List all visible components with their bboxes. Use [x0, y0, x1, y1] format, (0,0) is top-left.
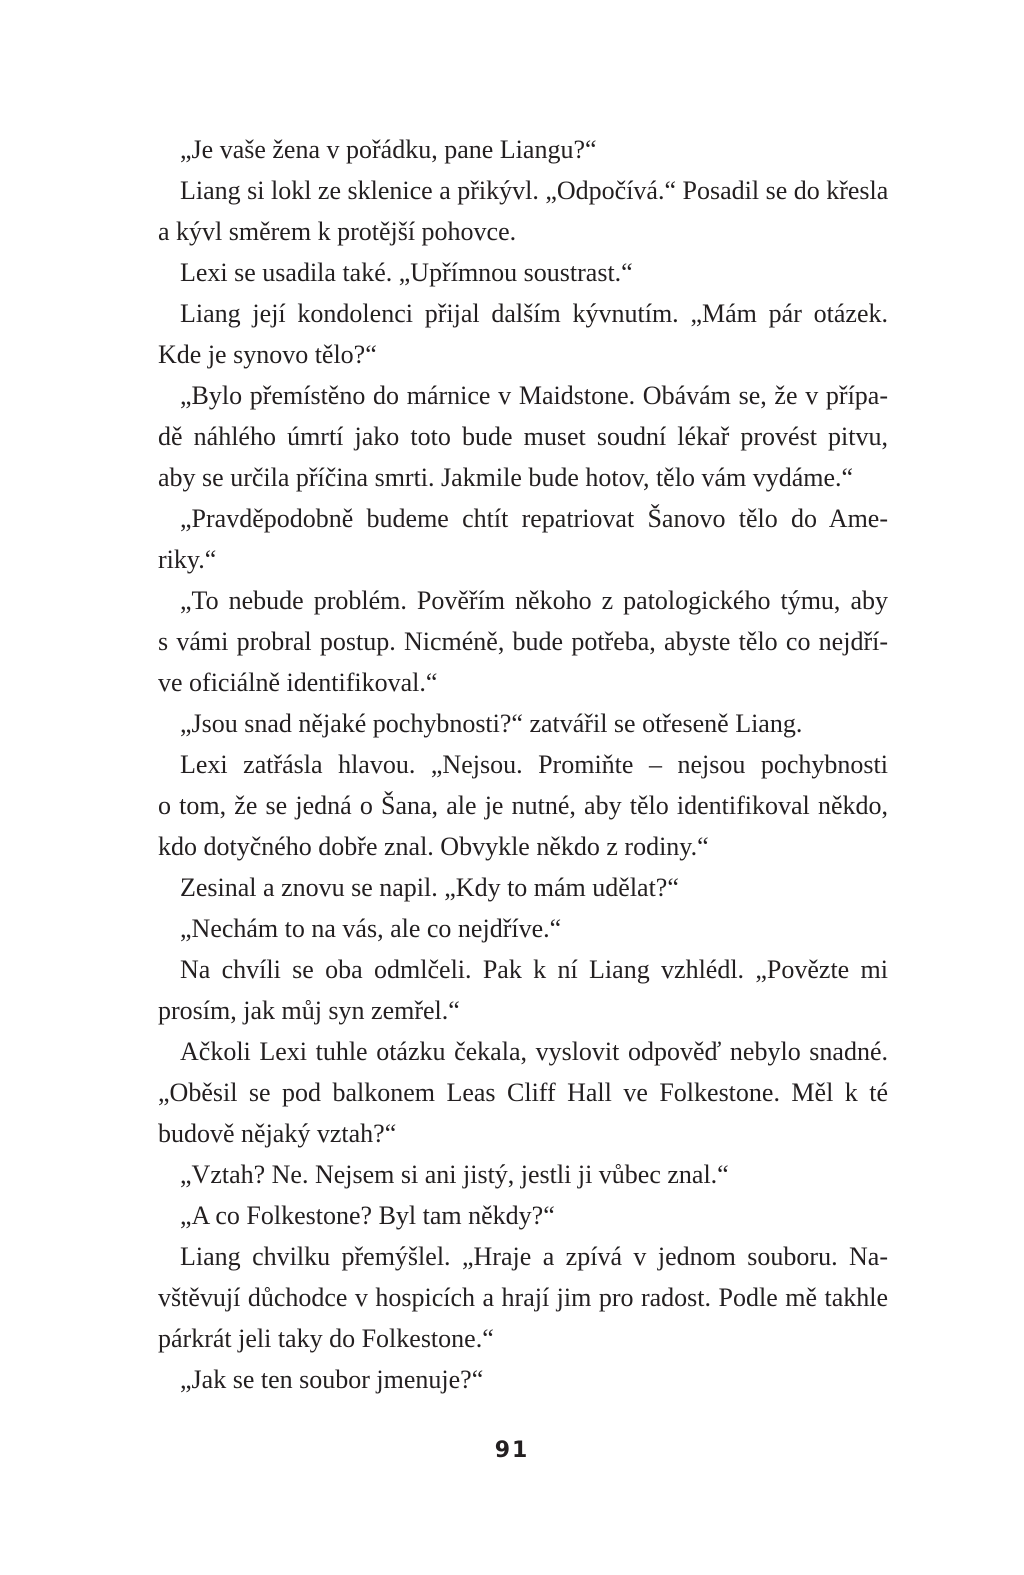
text-line: kdo dotyčného dobře znal. Obvykle někdo z rodiny.“ — [158, 832, 709, 861]
text-line: „Bylo přemístěno do márnice v Maidstone. Obávám se, že v přípa- — [180, 381, 888, 410]
page-number: 91 — [494, 1438, 530, 1463]
text-line: „Je vaše žena v pořádku, pane Liangu?“ — [180, 135, 597, 164]
text-line: „Jak se ten soubor jmenuje?“ — [180, 1365, 484, 1394]
text-line: vštěvují důchodce v hospicích a hrají jim pro radost. Podle mě takhle — [158, 1283, 888, 1312]
text-line: Lexi se usadila také. „Upřímnou soustrast.“ — [180, 258, 633, 287]
text-line: s vámi probral postup. Nicméně, bude potřeba, abyste tělo co nejdří- — [158, 627, 888, 656]
text-line: „Vztah? Ne. Nejsem si ani jistý, jestli ji vůbec znal.“ — [180, 1160, 729, 1189]
text-line: Lexi zatřásla hlavou. „Nejsou. Promiňte – nejsou pochybnosti — [180, 750, 888, 779]
text-line: ve oficiálně identifikoval.“ — [158, 668, 438, 697]
text-line: „Jsou snad nějaké pochybnosti?“ zatvářil se otřeseně Liang. — [180, 709, 803, 738]
text-line: „Nechám to na vás, ale co nejdříve.“ — [180, 914, 562, 943]
text-line: párkrát jeli taky do Folkestone.“ — [158, 1324, 494, 1353]
text-line: riky.“ — [158, 545, 217, 574]
text-line: „Oběsil se pod balkonem Leas Cliff Hall ve Folkestone. Měl k té — [158, 1078, 888, 1107]
text-line: aby se určila příčina smrti. Jakmile bude hotov, tělo vám vydáme.“ — [158, 463, 854, 492]
text-line: Zesinal a znovu se napil. „Kdy to mám udělat?“ — [180, 873, 679, 902]
text-line: prosím, jak můj syn zemřel.“ — [158, 996, 460, 1025]
text-line: Liang chvilku přemýšlel. „Hraje a zpívá v jednom souboru. Na- — [180, 1242, 888, 1271]
text-line: „Pravděpodobně budeme chtít repatriovat Šanovo tělo do Ame- — [180, 504, 888, 533]
text-line: Liang její kondolenci přijal dalším kývnutím. „Mám pár otázek. — [180, 299, 888, 328]
text-line: Ačkoli Lexi tuhle otázku čekala, vyslovit odpověď nebylo snadné. — [180, 1037, 888, 1066]
text-line: a kývl směrem k protější pohovce. — [158, 217, 517, 246]
text-line: o tom, že se jedná o Šana, ale je nutné, aby tělo identifikoval někdo, — [158, 791, 888, 820]
text-line: Kde je synovo tělo?“ — [158, 340, 377, 369]
text-line: Liang si lokl ze sklenice a přikývl. „Odpočívá.“ Posadil se do křesla — [180, 176, 889, 205]
text-line: Na chvíli se oba odmlčeli. Pak k ní Liang vzhlédl. „Povězte mi — [180, 955, 888, 984]
text-line: „To nebude problém. Pověřím někoho z patologického týmu, aby — [180, 586, 888, 615]
text-line: „A co Folkestone? Byl tam někdy?“ — [180, 1201, 555, 1230]
text-line: budově nějaký vztah?“ — [158, 1119, 397, 1148]
text-line: dě náhlého úmrtí jako toto bude muset soudní lékař provést pitvu, — [158, 422, 888, 451]
